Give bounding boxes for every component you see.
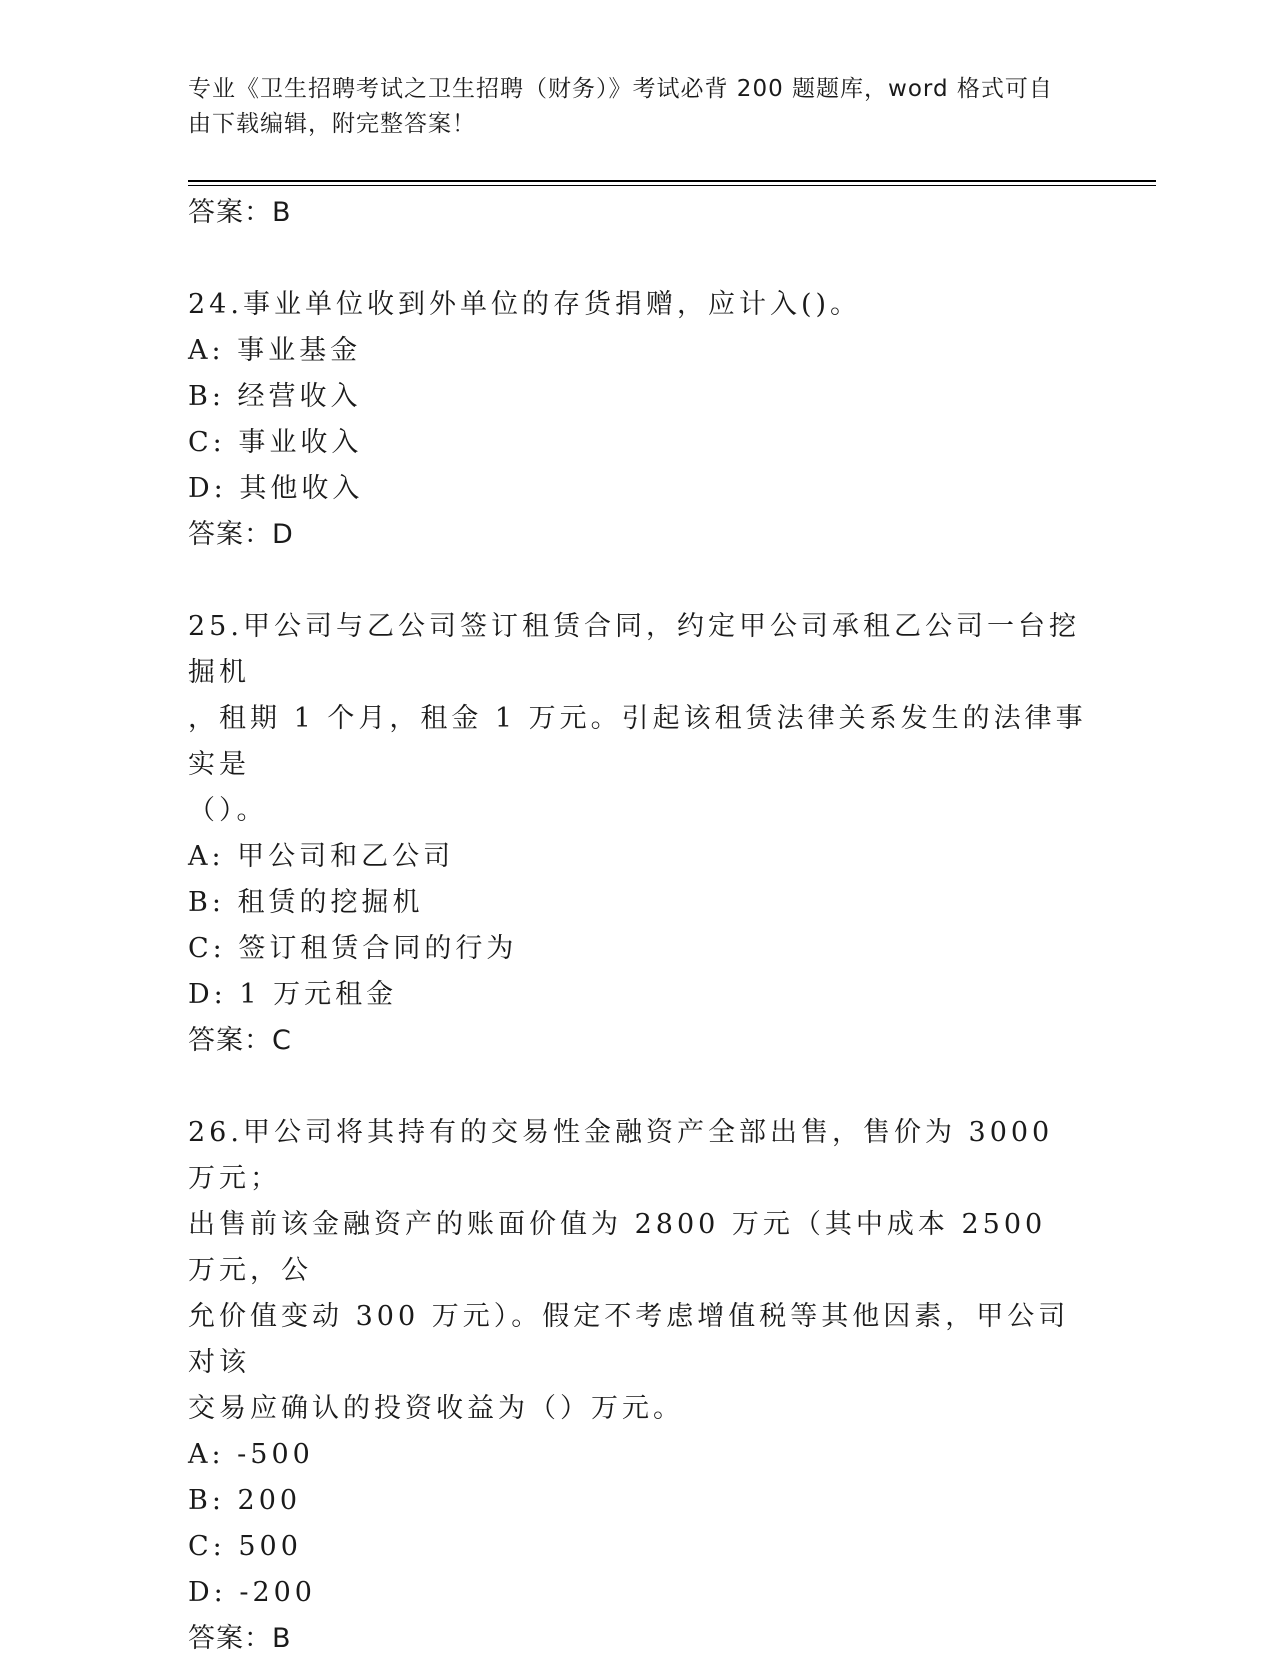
option-b: B: 经营收入: [188, 381, 362, 412]
spacer: [188, 1064, 1088, 1110]
answer-line: 答案：C: [188, 1025, 292, 1056]
question-line: （）。: [188, 795, 268, 826]
option-d: D: 1 万元租金: [188, 979, 398, 1010]
question-line: 25.甲公司与乙公司签订租赁合同，约定甲公司承租乙公司一台挖掘机: [188, 611, 1080, 688]
question-text: [188, 282, 1088, 328]
answer-line: 答案：B: [188, 197, 292, 228]
header-rule-thin: [188, 185, 1156, 186]
option-d: D: 其他收入: [188, 473, 364, 504]
spacer: [188, 558, 1088, 604]
option-a: A: 事业基金: [188, 335, 362, 366]
option-c: C: 签订租赁合同的行为: [188, 933, 518, 964]
question-block: [188, 604, 1088, 1064]
question-line: 允价值变动 300 万元）。假定不考虑增值税等其他因素，甲公司对该: [188, 1301, 1070, 1378]
question-line: ，租期 1 个月，租金 1 万元。引起该租赁法律关系发生的法律事实是: [188, 703, 1087, 780]
question-line: 交易应确认的投资收益为（）万元。: [188, 1393, 684, 1424]
document-header: [188, 72, 1068, 142]
answer-line: 答案：D: [188, 519, 294, 550]
answer-line: 答案：B: [188, 1623, 292, 1654]
header-line-1: 专业《卫生招聘考试之卫生招聘（财务）》考试必背 200 题题库，word 格式可自: [188, 76, 1053, 102]
question-block: [188, 1110, 1088, 1662]
question-line: 出售前该金融资产的账面价值为 2800 万元（其中成本 2500 万元，公: [188, 1209, 1047, 1286]
header-line-2: 由下载编辑，附完整答案！: [188, 111, 476, 137]
question-line: 26.甲公司将其持有的交易性金融资产全部出售，售价为 3000 万元；: [188, 1117, 1054, 1194]
question-text: [188, 604, 1088, 834]
option-b: B: 200: [188, 1485, 302, 1516]
header-rule-thick: [188, 180, 1156, 182]
option-c: C: 500: [188, 1531, 302, 1562]
question-line: 24.事业单位收到外单位的存货捐赠，应计入()。: [188, 289, 862, 320]
question-text: [188, 1110, 1088, 1432]
option-c: C: 事业收入: [188, 427, 363, 458]
option-b: B: 租赁的挖掘机: [188, 887, 424, 918]
option-a: A: 甲公司和乙公司: [188, 841, 455, 872]
question-block: [188, 282, 1088, 558]
question-list: [188, 190, 1088, 1662]
spacer: [188, 236, 1088, 282]
option-a: A: -500: [188, 1439, 314, 1470]
option-d: D: -200: [188, 1577, 316, 1608]
